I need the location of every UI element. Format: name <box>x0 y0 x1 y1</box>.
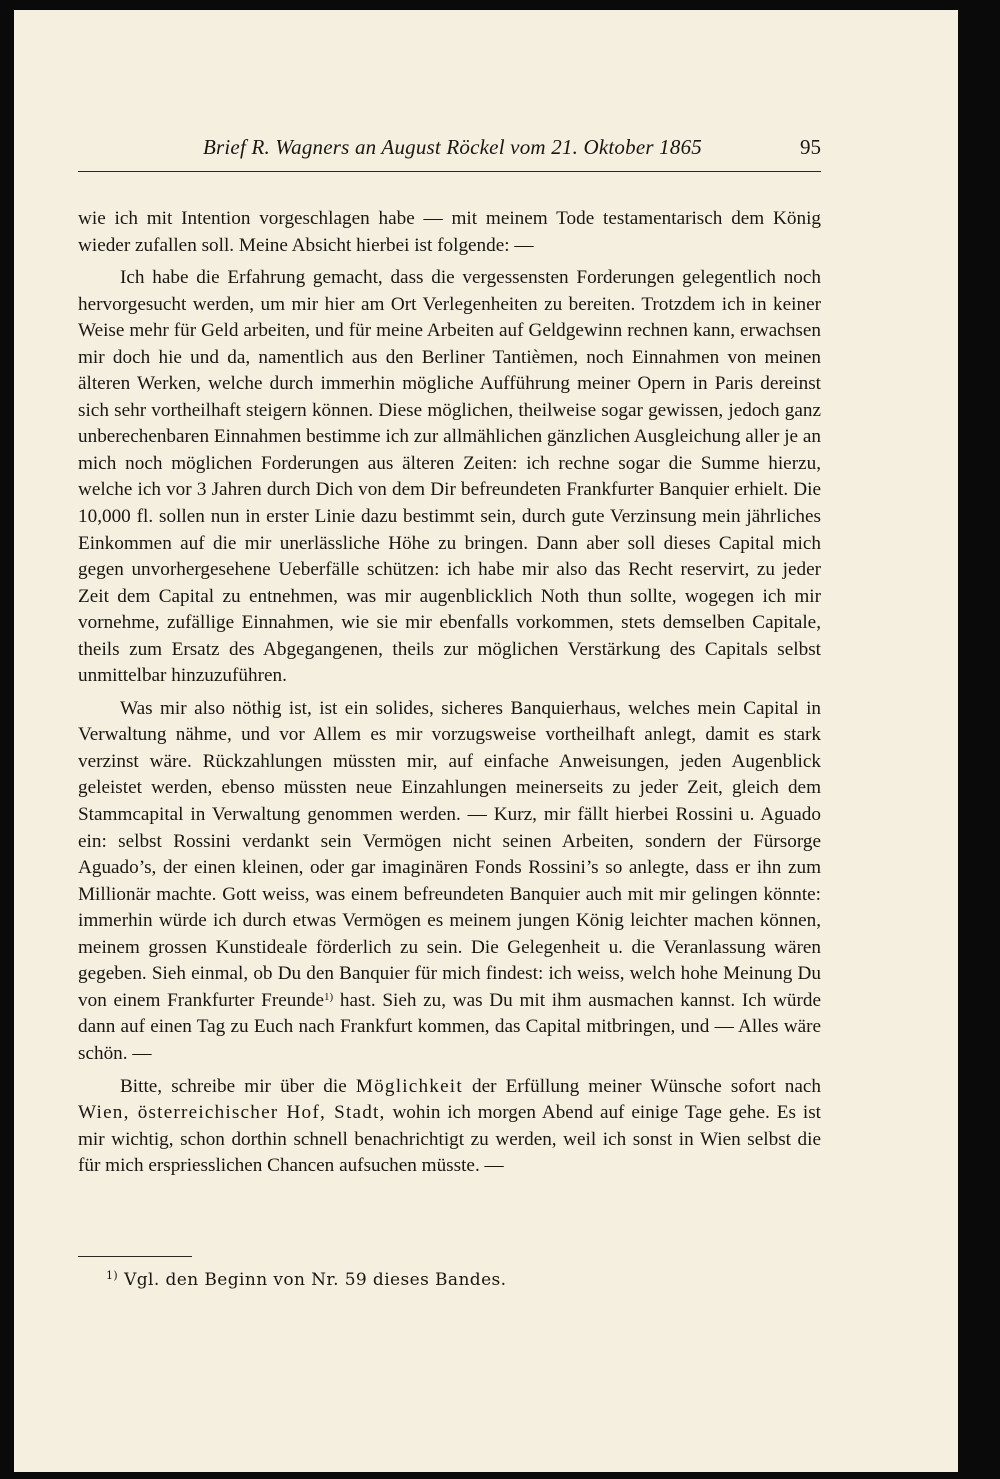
book-page <box>14 10 958 1472</box>
running-header <box>78 131 821 172</box>
emphasis-address: Wien, österreichischer Hof, Stadt, <box>78 1102 386 1124</box>
paragraph-2: Ich habe die Erfahrung gemacht, dass die vergessensten Forderungen gelegentlich noch hervorgesucht werden, um mir hier am Ort Verlegenheiten zu bereiten. Trotzdem ich in keiner Weise mehr für Geld arbeiten, und für meine Arbeiten auf Geldgewinn rechnen kann, erwachsen mir doch hie und da, namentlich aus den Berliner Tantièmen, noch Einnahmen von meinen älteren Werken, welche durch immerhin mögliche Aufführung meiner Opern in Paris dereinst sich sehr vortheilhaft steigern können. Diese möglichen, theilweise sogar gewissen, jedoch ganz unberechenbaren Einnahmen bestimme ich zur allmählichen gänzlichen Ausgleichung aller je an mich noch möglichen Forderungen aus älteren Zeiten: ich rechne sogar die Summe hierzu, welche ich vor 3 Jahren durch Dich von dem Dir befreundeten Frankfurter Banquier erhielt. Die 10,000 fl. sollen nun in erster Linie dazu bestimmt sein, durch gute Verzinsung mein jährliches Einkommen auf die mir unerlässliche Höhe zu bringen. Dann aber soll dieses Capital mich gegen unvorhergesehene Ueberfälle schützen: ich habe mir also das Recht reservirt, zu jeder Zeit dem Capital zu entnehmen, was mir augenblicklich Noth thun sollte, wogegen ich mir vornehme, zufällige Einnahmen, wie sie mir ebenfalls vorkommen, stets demselben Capitale, theils zum Ersatz des Abgegangenen, theils zur möglichen Verstärkung des Capitals selbst unmittelbar hinzuzuführen. <box>78 267 821 687</box>
footnote <box>106 1269 506 1290</box>
paragraph-4-text-c: wohin ich morgen Abend auf einige Tage gehe. Es ist mir wichtig, schon dorthin schnell benachrichtigt zu werden, weil ich sonst in Wien selbst die für mich erspriesslichen Chancen aufsuchen müsste. — <box>78 1102 821 1177</box>
footnote-marker: 1) <box>106 1269 119 1282</box>
paragraph-4 <box>78 1074 821 1180</box>
footnote-reference: 1) <box>324 990 334 1003</box>
paragraph-4-text-b: der Erfüllung meiner Wünsche sofort nach <box>462 1075 821 1097</box>
paragraph-3 <box>78 696 821 1068</box>
page-number: 95 <box>800 135 821 159</box>
running-title: Brief R. Wagners an August Röckel vom 21. Oktober 1865 <box>203 135 702 159</box>
paragraph-1: wie ich mit Intention vorgeschlagen habe — mit meinem Tode testamentarisch dem König wieder zufallen soll. Meine Absicht hierbei ist folgende: — <box>78 208 821 256</box>
paragraph-4-text-a: Bitte, schreibe mir über die <box>120 1075 356 1097</box>
footnote-text: Vgl. den Beginn von Nr. 59 dieses Bandes. <box>124 1270 507 1290</box>
paragraph-3-text-a: Was mir also nöthig ist, ist ein solides, sicheres Banquierhaus, welches mein Capital in Verwaltung nähme, und vor Allem es mir vorzugsweise vortheilhaft anlegt, damit es stark verzinst wäre. Rückzahlungen müssten mir, auf einfache Anweisungen, jeden Augenblick geleistet werden, ebenso müssten neue Einzahlungen meinerseits zu jeder Zeit, gleich dem Stammcapital in Verwaltung genommen werden. — Kurz, mir fällt hierbei Rossini u. Aguado ein: selbst Rossini verdankt sein Vermögen nicht seinen Arbeiten, sondern der Fürsorge Aguado’s, der einen kleinen, oder gar imaginären Fonds Rossini’s so anlegte, dass er ihn zum Millionär machte. Gott weiss, was einem befreundeten Banquier auch mit mir gelingen könnte: immerhin würde ich durch etwas Vermögen es meinem jungen König leichter machen können, meinem grossen Kunstideale förderlich zu sein. Die Gelegenheit u. die Veranlassung wären gegeben. Sieh einmal, ob Du den Banquier für mich findest: ich weiss, welch hohe Meinung Du von einem Frankfurter Freunde <box>78 697 821 1011</box>
emphasis-moeglichkeit: Möglichkeit <box>355 1075 463 1097</box>
paragraph-3-text-b: hast. Sieh zu, was Du mit ihm ausmachen kannst. Ich würde dann auf einen Tag zu Euch nach Frankfurt kommen, das Capital mitbringen, und — Alles wäre schön. — <box>78 989 821 1064</box>
footnote-divider <box>78 1256 192 1257</box>
body-text <box>78 206 821 1180</box>
